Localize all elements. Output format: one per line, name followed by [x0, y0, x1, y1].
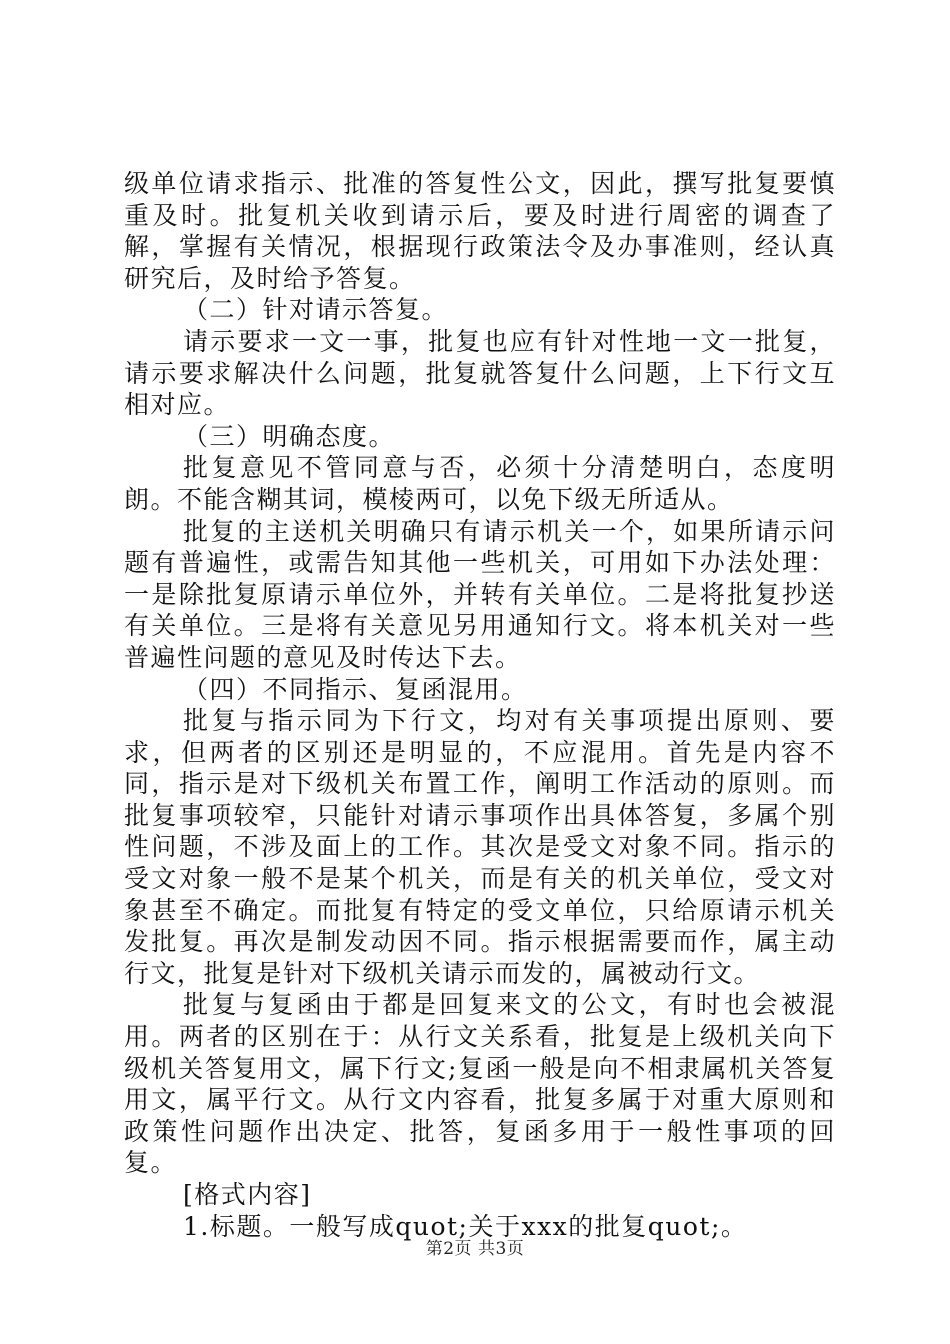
paragraph: 批复意见不管同意与否，必须十分清楚明白，态度明朗。不能含糊其词，模棱两可，以免下级无所适从。	[124, 453, 836, 514]
paragraph-continuation: 级单位请求指示、批准的答复性公文，因此，撰写批复要慎重及时。批复机关收到请示后，要及时进行周密的调查了解，掌握有关情况，根据现行政策法令及办事准则，经认真研究后，及时给予答复。	[124, 169, 836, 293]
document-body	[124, 168, 836, 1242]
paragraph: 请示要求一文一事，批复也应有针对性地一文一批复，请示要求解决什么问题，批复就答复什么问题，上下行文互相对应。	[124, 326, 836, 420]
paragraph: 批复与指示同为下行文，均对有关事项提出原则、要求，但两者的区别还是明显的，不应混用。首先是内容不同，指示是对下级机关布置工作，阐明工作活动的原则。而批复事项较窄，只能针对请示事项作出具体答复，多属个别性问题，不涉及面上的工作。其次是受文对象不同。指示的受文对象一般不是某个机关，而是有关的机关单位，受文对象甚至不确定。而批复有特定的受文单位，只给原请示机关发批复。再次是制发动因不同。指示根据需要而作，属主动行文，批复是针对下级机关请示而发的，属被动行文。	[124, 706, 836, 988]
page-number-footer: 第2页 共3页	[425, 1239, 525, 1259]
list-item-title: 1.标题。一般写成quot;关于xxx的批复quot;。	[183, 1211, 748, 1241]
section-heading-4: （四）不同指示、复函混用。	[183, 674, 528, 704]
section-heading-2: （二）针对请示答复。	[183, 295, 449, 325]
paragraph: 批复与复函由于都是回复来文的公文，有时也会被混用。两者的区别在于：从行文关系看，批复是上级机关向下级机关答复用文，属下行文;复函一般是向不相隶属机关答复用文，属平行文。从行文内容看，批复多属于对重大原则和政策性问题作出决定、批答，复函多用于一般性事项的回复。	[124, 990, 836, 1178]
section-heading-3: （三）明确态度。	[183, 421, 396, 451]
paragraph: 批复的主送机关明确只有请示机关一个，如果所请示问题有普遍性，或需告知其他一些机关，可用如下办法处理：一是除批复原请示单位外，并转有关单位。二是将批复抄送有关单位。三是将有关意见另用通知行文。将本机关对一些普遍性问题的意见及时传达下去。	[124, 516, 836, 672]
format-heading: [格式内容]	[183, 1180, 312, 1209]
